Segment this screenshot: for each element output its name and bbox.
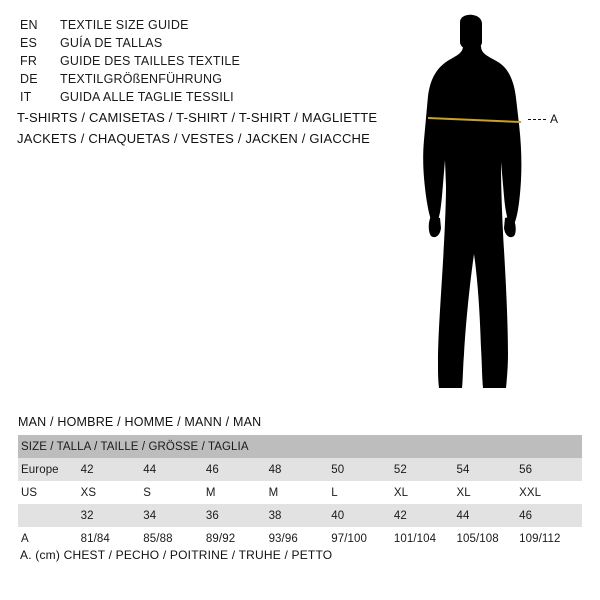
table-cell: 42 — [394, 504, 457, 527]
size-table-section — [18, 415, 582, 550]
table-cell: 105/108 — [456, 527, 519, 550]
table-cell: 81/84 — [81, 527, 144, 550]
row-label: Europe — [18, 458, 81, 481]
language-text: GUIDE DES TAILLES TEXTILE — [60, 54, 241, 68]
table-cell: XL — [394, 481, 457, 504]
table-cell: 56 — [519, 458, 582, 481]
language-code: ES — [20, 36, 38, 50]
table-cell: 38 — [269, 504, 332, 527]
row-label — [18, 504, 81, 527]
table-header-label: SIZE / TALLA / TAILLE / GRÖSSE / TAGLIA — [18, 435, 582, 458]
table-cell: XL — [456, 481, 519, 504]
table-cell: M — [206, 481, 269, 504]
table-cell: XXL — [519, 481, 582, 504]
table-header-row — [18, 435, 582, 458]
language-code: EN — [20, 18, 38, 32]
language-row — [20, 72, 380, 90]
language-row — [20, 18, 380, 36]
silhouette-icon — [400, 10, 590, 400]
language-text: TEXTILE SIZE GUIDE — [60, 18, 189, 32]
language-list — [20, 18, 380, 108]
table-cell: 34 — [143, 504, 206, 527]
table-cell: 44 — [456, 504, 519, 527]
table-cell: 101/104 — [394, 527, 457, 550]
table-cell: 50 — [331, 458, 394, 481]
language-row — [20, 54, 380, 72]
male-silhouette-figure — [400, 10, 590, 400]
measurement-marker-label: A — [550, 112, 559, 126]
category-jackets: JACKETS / CHAQUETAS / VESTES / JACKEN / GIACCHE — [17, 131, 371, 146]
table-cell: 48 — [269, 458, 332, 481]
table-cell: 40 — [331, 504, 394, 527]
table-cell: 46 — [519, 504, 582, 527]
language-code: IT — [20, 90, 32, 104]
table-cell: 109/112 — [519, 527, 582, 550]
table-cell: M — [269, 481, 332, 504]
language-row — [20, 36, 380, 54]
table-cell: 54 — [456, 458, 519, 481]
table-cell: 36 — [206, 504, 269, 527]
language-code: DE — [20, 72, 38, 86]
table-cell: 85/88 — [143, 527, 206, 550]
measurement-dash-line — [528, 119, 546, 120]
table-cell: L — [331, 481, 394, 504]
language-text: GUIDA ALLE TAGLIE TESSILI — [60, 90, 234, 104]
table-cell: 44 — [143, 458, 206, 481]
table-row — [18, 481, 582, 504]
row-label: A — [18, 527, 81, 550]
table-cell: 46 — [206, 458, 269, 481]
table-row — [18, 504, 582, 527]
table-cell: 93/96 — [269, 527, 332, 550]
table-cell: S — [143, 481, 206, 504]
row-label: US — [18, 481, 81, 504]
language-text: TEXTILGRÖßENFÜHRUNG — [60, 72, 223, 86]
language-text: GUÍA DE TALLAS — [60, 36, 163, 50]
table-cell: 32 — [81, 504, 144, 527]
table-cell: 42 — [81, 458, 144, 481]
category-list — [17, 110, 417, 152]
table-row — [18, 458, 582, 481]
language-row — [20, 90, 380, 108]
table-row — [18, 527, 582, 550]
table-cell: 97/100 — [331, 527, 394, 550]
size-table — [18, 435, 582, 550]
table-cell: 89/92 — [206, 527, 269, 550]
table-title: MAN / HOMBRE / HOMME / MANN / MAN — [18, 415, 262, 429]
table-cell: 52 — [394, 458, 457, 481]
footnote: A. (cm) CHEST / PECHO / POITRINE / TRUHE / PETTO — [20, 548, 333, 562]
table-cell: XS — [81, 481, 144, 504]
category-tshirts: T-SHIRTS / CAMISETAS / T-SHIRT / T-SHIRT / MAGLIETTE — [17, 110, 378, 125]
language-code: FR — [20, 54, 38, 68]
